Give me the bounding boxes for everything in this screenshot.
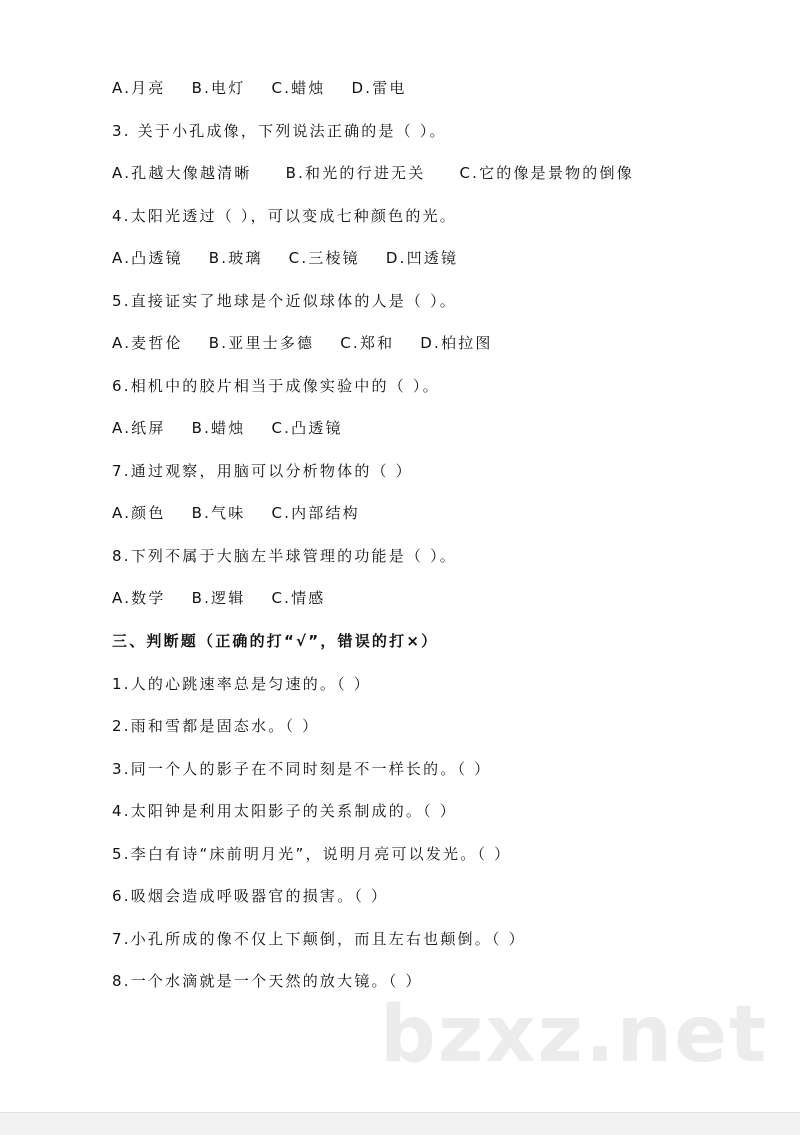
question-4-options — [112, 248, 484, 268]
option-d: D.凹透镜 — [385, 249, 459, 267]
question-2-options — [112, 78, 433, 98]
option-a: A.数学 — [112, 589, 166, 607]
judgment-item-1: 1.人的心跳速率总是匀速的。（ ） — [112, 675, 371, 693]
judgment-item-8: 8.一个水滴就是一个天然的放大镜。（ ） — [112, 972, 423, 990]
option-c: C.郑和 — [340, 334, 395, 352]
question-8: 8.下列不属于大脑左半球管理的功能是（ ）。 — [112, 547, 457, 565]
option-d: D.雷电 — [351, 79, 407, 97]
judgment-item-7: 7.小孔所成的像不仅上下颠倒，而且左右也颠倒。（ ） — [112, 930, 526, 948]
option-b: B.气味 — [191, 504, 246, 522]
question-8-options — [112, 588, 351, 608]
judgment-item-4: 4.太阳钟是利用太阳影子的关系制成的。（ ） — [112, 802, 457, 820]
option-a: A.纸屏 — [112, 419, 166, 437]
option-c: C.蜡烛 — [271, 79, 326, 97]
option-d: D.柏拉图 — [420, 334, 493, 352]
option-a: A.麦哲伦 — [112, 334, 183, 352]
bottom-edge-bar — [0, 1112, 800, 1135]
judgment-item-3: 3.同一个人的影子在不同时刻是不一样长的。（ ） — [112, 760, 492, 778]
question-7: 7.通过观察，用脑可以分析物体的（ ） — [112, 462, 413, 480]
option-c: C.它的像是景物的倒像 — [459, 164, 634, 182]
option-a: A.凸透镜 — [112, 249, 183, 267]
option-b: B.逻辑 — [191, 589, 246, 607]
question-4: 4.太阳光透过（ ），可以变成七种颜色的光。 — [112, 207, 457, 225]
question-6: 6.相机中的胶片相当于成像实验中的（ ）。 — [112, 377, 440, 395]
option-a: A.颜色 — [112, 504, 166, 522]
question-5: 5.直接证实了地球是个近似球体的人是（ ）。 — [112, 292, 457, 310]
option-b: B.蜡烛 — [191, 419, 246, 437]
option-c: C.内部结构 — [271, 504, 360, 522]
option-c: C.凸透镜 — [271, 419, 343, 437]
question-5-options — [112, 333, 519, 353]
judgment-item-2: 2.雨和雪都是固态水。（ ） — [112, 717, 320, 735]
option-c: C.情感 — [271, 589, 326, 607]
option-b: B.玻璃 — [208, 249, 263, 267]
option-a: A.孔越大像越清晰 — [112, 164, 252, 182]
section-3-heading: 三、判断题（正确的打“√”，错误的打×） — [112, 632, 439, 650]
judgment-item-6: 6.吸烟会造成呼吸器官的损害。（ ） — [112, 887, 389, 905]
option-a: A.月亮 — [112, 79, 166, 97]
judgment-item-5: 5.李白有诗“床前明月光”，说明月亮可以发光。（ ） — [112, 845, 512, 863]
option-b: B.电灯 — [191, 79, 246, 97]
question-3-options — [112, 163, 668, 183]
question-6-options — [112, 418, 369, 438]
option-c: C.三棱镜 — [288, 249, 360, 267]
option-b: B.和光的行进无关 — [285, 164, 426, 182]
question-7-options — [112, 503, 386, 523]
question-3: 3. 关于小孔成像，下列说法正确的是（ ）。 — [112, 122, 447, 140]
option-b: B.亚里士多德 — [208, 334, 315, 352]
watermark: bzxz.net — [380, 990, 769, 1080]
